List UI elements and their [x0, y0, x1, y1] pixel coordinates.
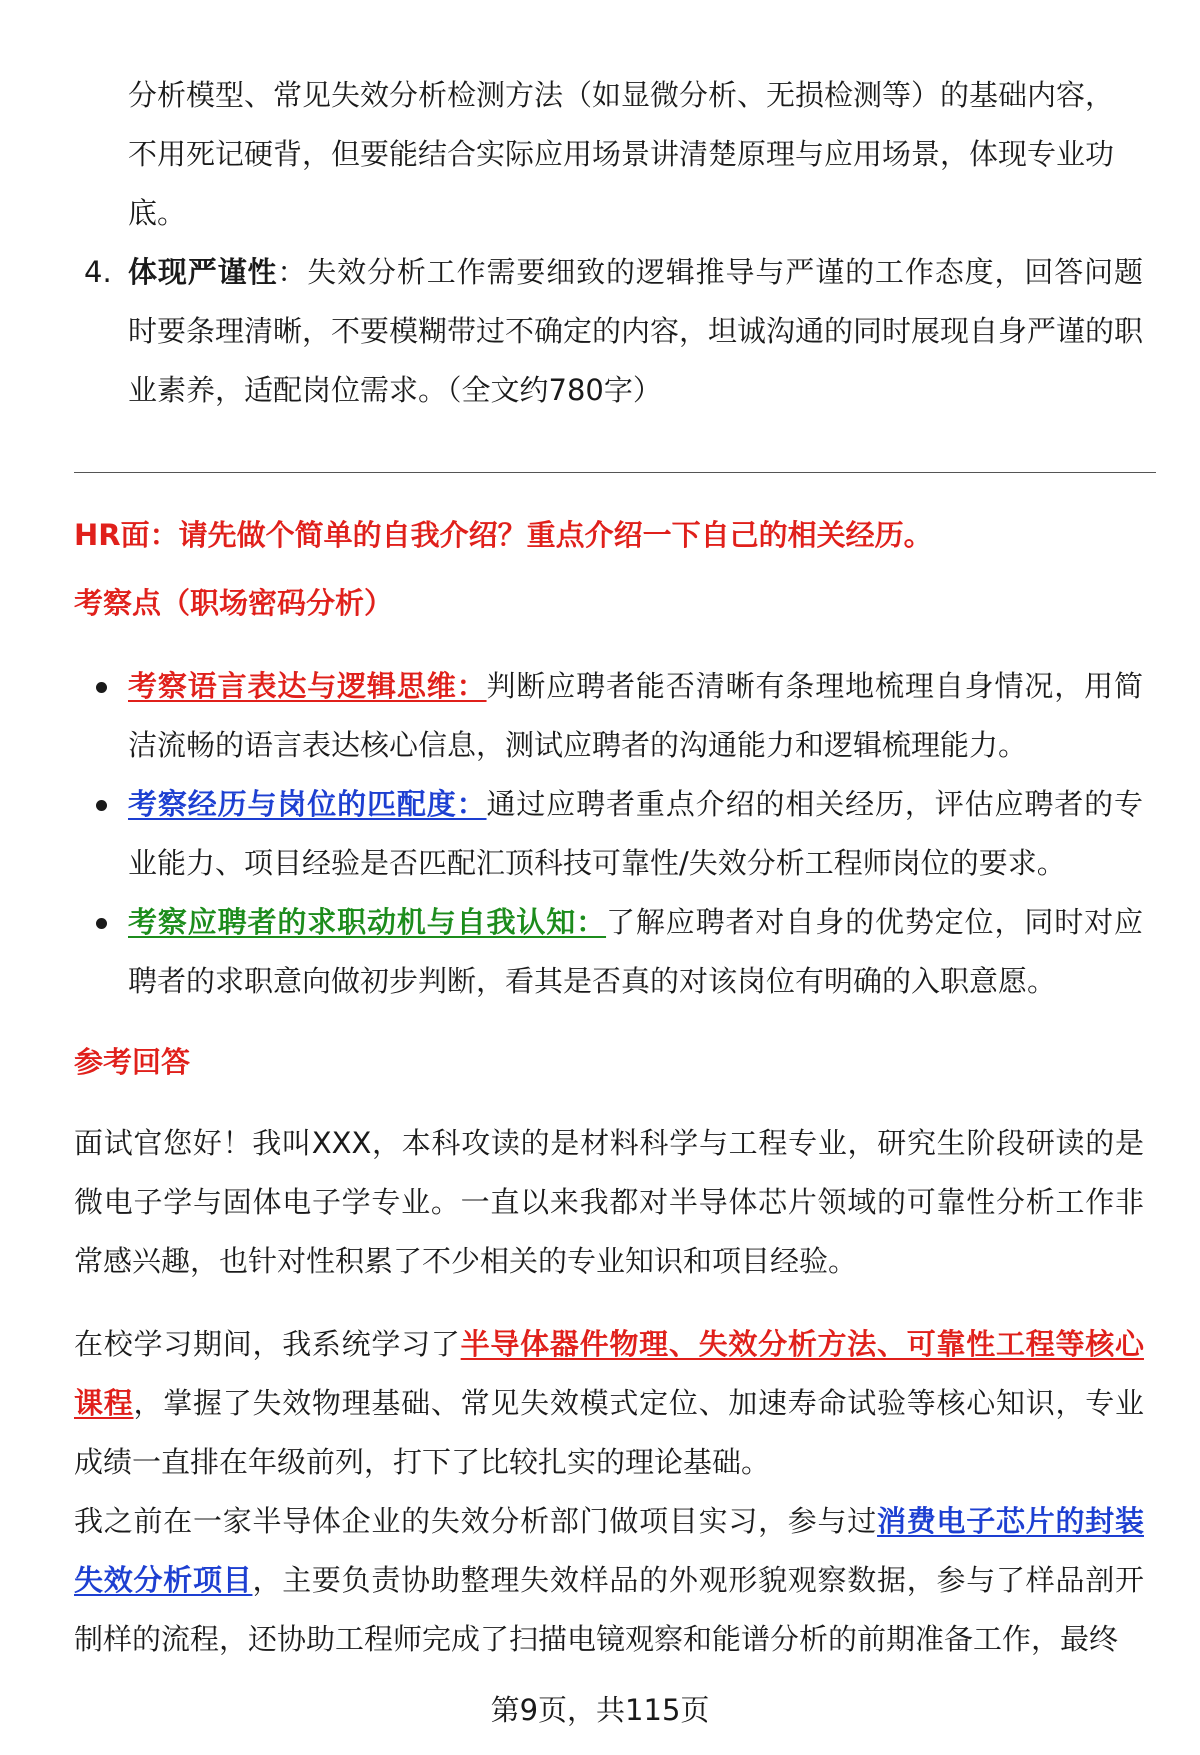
key-point-3-body: 了解应聘者对自身的优势定位，同时对应聘者的求职意向做初步判断，看其是否真的对该岗位有明确的入职意愿。 [128, 905, 1143, 998]
answer-paragraph-3 [74, 1492, 1144, 1669]
bullet-icon [96, 918, 107, 929]
hr-question-heading: HR面：请先做个简单的自我介绍？重点介绍一下自己的相关经历。 [74, 518, 933, 552]
page-number-footer: 第9页，共115页 [490, 1693, 710, 1727]
answer-paragraph-2-highlight: 半导体器件物理、失效分析方法、可靠性工程等核心课程 [74, 1327, 1144, 1420]
key-point-1 [128, 657, 1143, 775]
answer-paragraph-2-pre: 在校学习期间，我系统学习了 [74, 1327, 461, 1361]
bullet-icon [96, 682, 107, 693]
list-number-4: 4. [84, 255, 112, 289]
bullet-icon [96, 800, 107, 811]
answer-paragraph-1: 面试官您好！我叫XXX，本科攻读的是材料科学与工程专业，研究生阶段研读的是微电子学与固体电子学专业。一直以来我都对半导体芯片领域的可靠性分析工作非常感兴趣，也针对性积累了不少相关的专业知识和项目经验。 [74, 1126, 1144, 1278]
answer-paragraph-3-highlight: 消费电子芯片的封装失效分析项目 [74, 1504, 1144, 1597]
continuation-line-1: 分析模型、常见失效分析检测方法（如显微分析、无损检测等）的基础内容， [128, 78, 1115, 112]
answer-paragraph-2 [74, 1315, 1144, 1492]
answer-paragraph-2-post: ，掌握了失效物理基础、常见失效模式定位、加速寿命试验等核心知识，专业成绩一直排在年级前列，打下了比较扎实的理论基础。 [74, 1386, 1144, 1479]
key-point-2-body: 通过应聘者重点介绍的相关经历，评估应聘者的专业能力、项目经验是否匹配汇顶科技可靠性/失效分析工程师岗位的要求。 [128, 787, 1143, 880]
section-divider [74, 472, 1156, 473]
key-point-2 [128, 775, 1143, 893]
key-points-heading: 考察点（职场密码分析） [74, 586, 394, 620]
key-point-3-label: 考察应聘者的求职动机与自我认知： [128, 905, 607, 939]
key-point-1-body: 判断应聘者能否清晰有条理地梳理自身情况，用简洁流畅的语言表达核心信息，测试应聘者的沟通能力和逻辑梳理能力。 [128, 669, 1143, 762]
key-point-3 [128, 893, 1143, 1011]
answer-paragraph-3-post: ，主要负责协助整理失效样品的外观形貌观察数据，参与了样品剖开制样的流程，还协助工程师完成了扫描电镜观察和能谱分析的前期准备工作，最终 [74, 1563, 1144, 1656]
key-point-2-label: 考察经历与岗位的匹配度： [128, 787, 487, 821]
list-item-4-body: ：失效分析工作需要细致的逻辑推导与严谨的工作态度，回答问题时要条理清晰，不要模糊带过不确定的内容，坦诚沟通的同时展现自身严谨的职业素养，适配岗位需求。（全文约780字） [128, 255, 1144, 407]
list-item-4-title: 体现严谨性 [128, 255, 278, 289]
continuation-line-3: 底。 [128, 196, 187, 230]
key-point-1-label: 考察语言表达与逻辑思维： [128, 669, 487, 703]
continuation-line-2: 不用死记硬背，但要能结合实际应用场景讲清楚原理与应用场景，体现专业功 [128, 137, 1115, 171]
answer-paragraph-3-pre: 我之前在一家半导体企业的失效分析部门做项目实习，参与过 [74, 1504, 878, 1538]
reference-answer-heading: 参考回答 [74, 1045, 191, 1079]
list-item-4 [128, 243, 1143, 420]
